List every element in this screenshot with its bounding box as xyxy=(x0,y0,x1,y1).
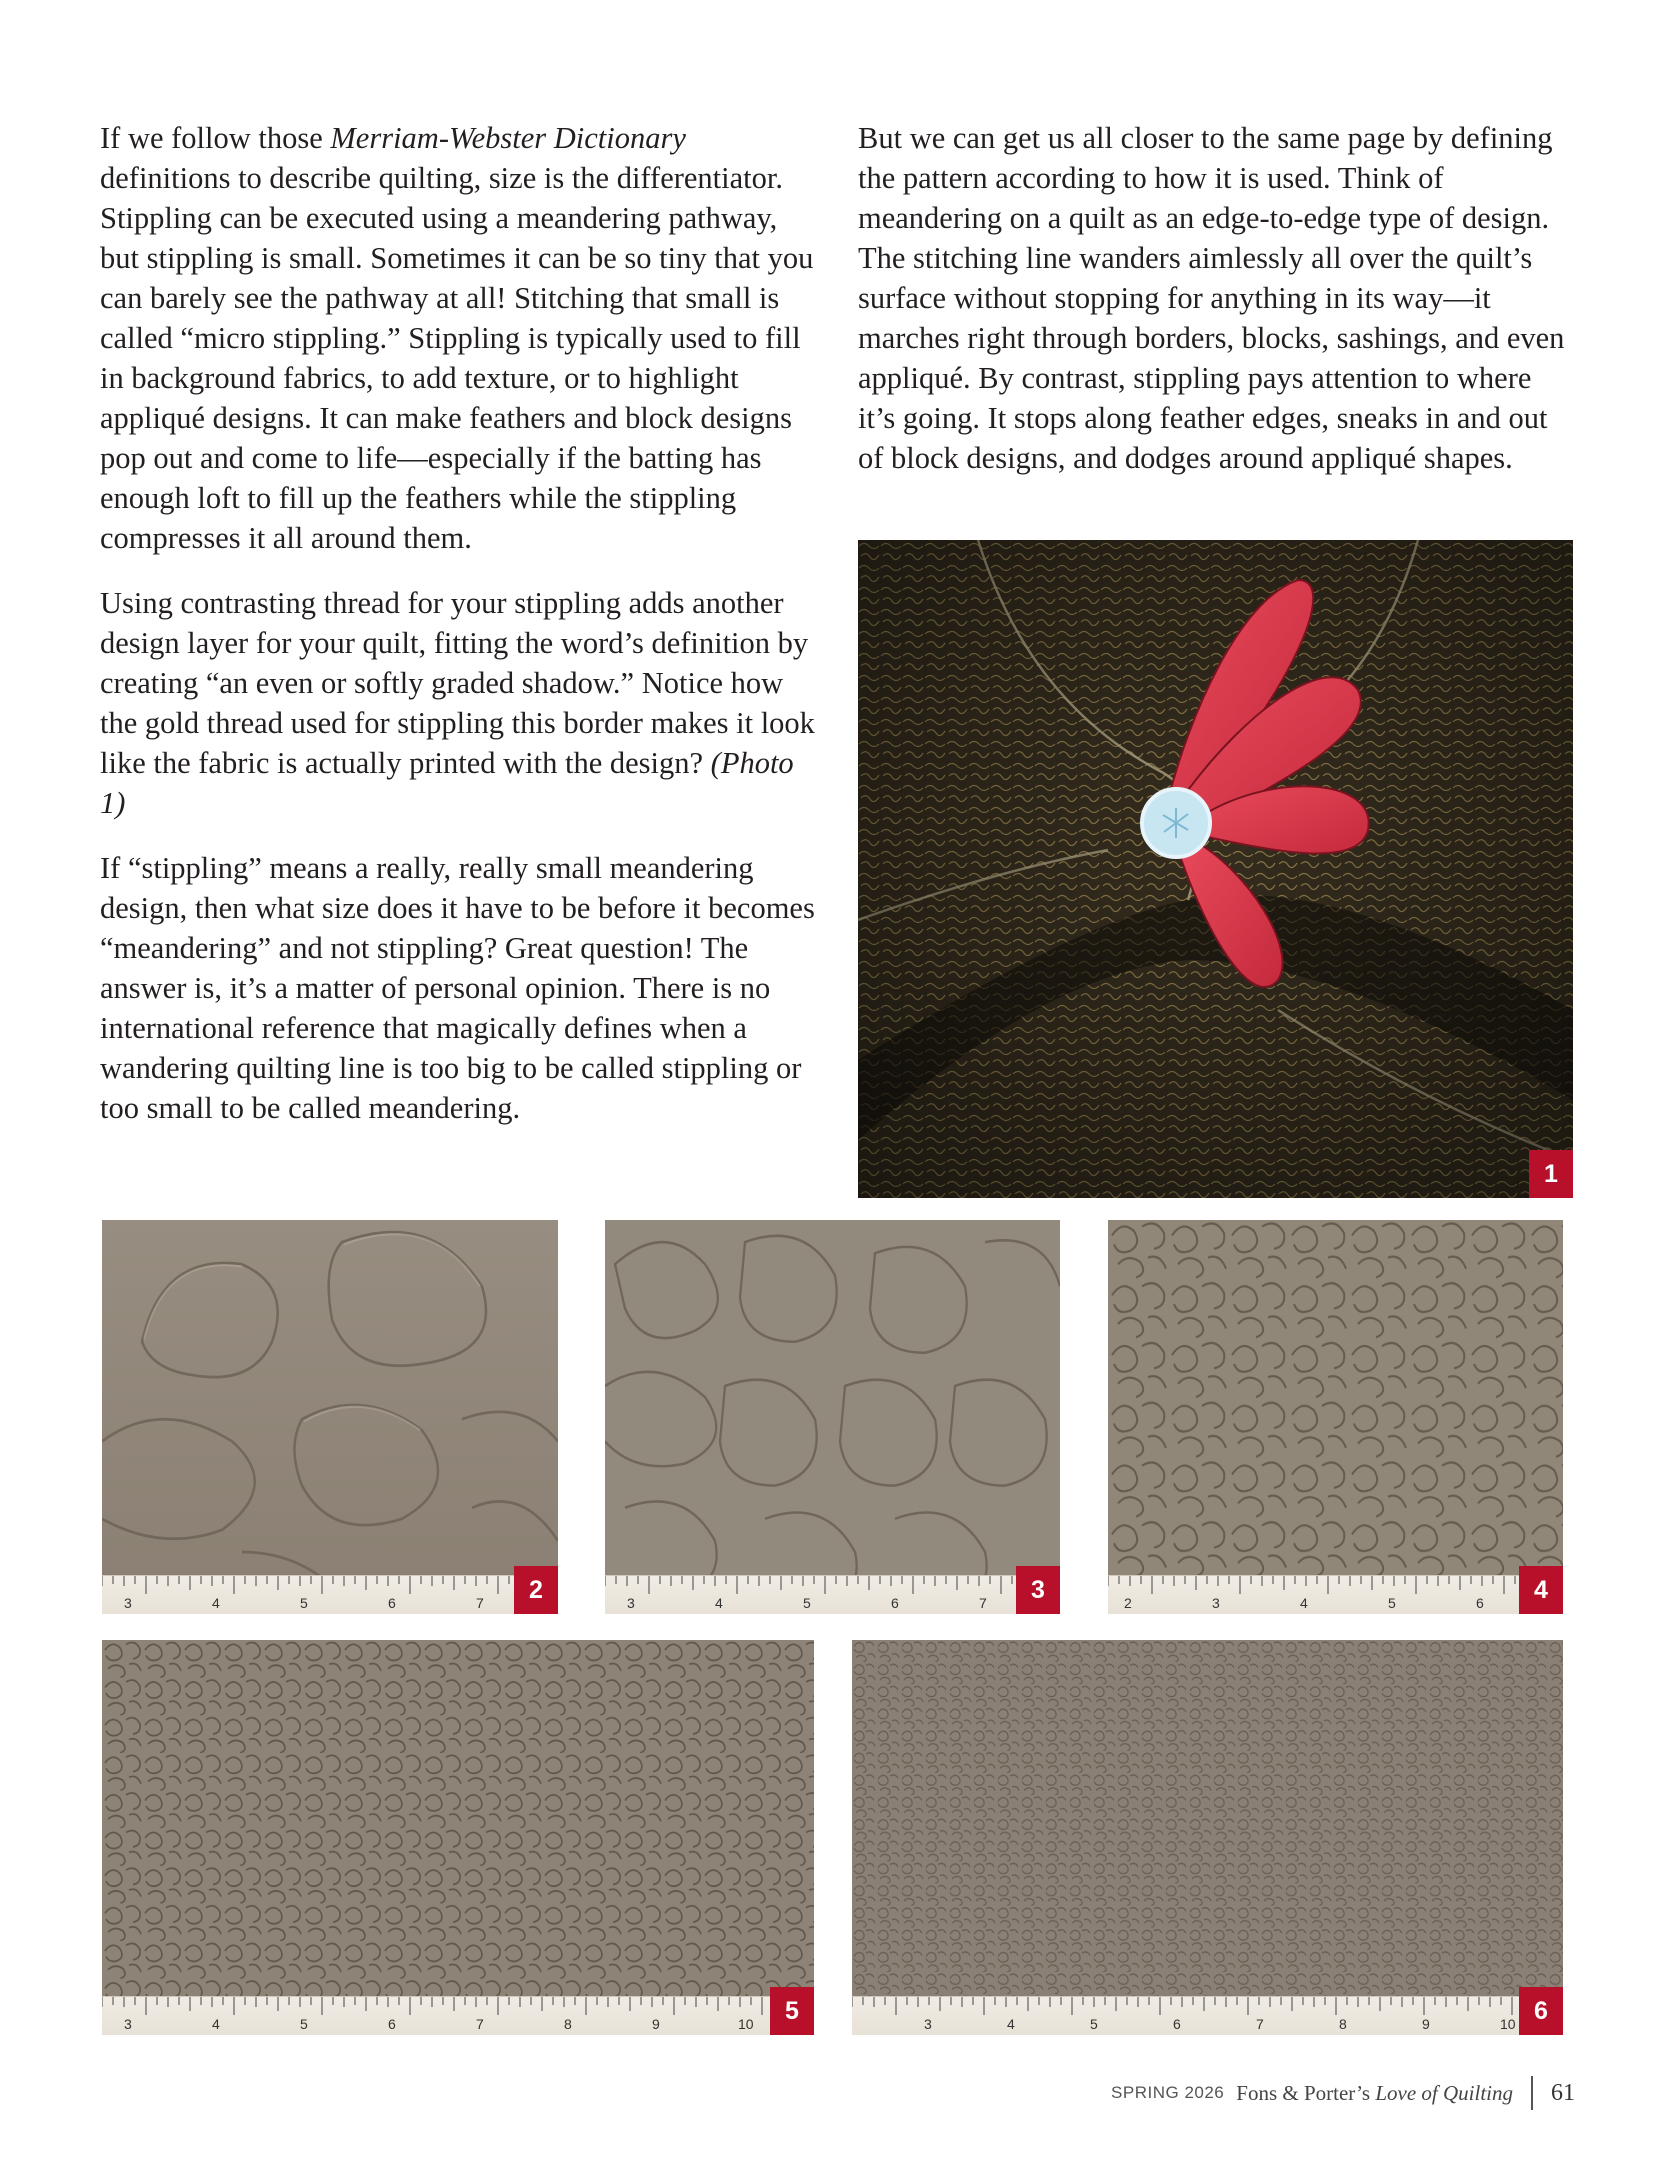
photo-4-ruler xyxy=(1108,1575,1563,1614)
issue-date: SPRING 2026 xyxy=(1111,2083,1225,2102)
photo-2-ruler xyxy=(102,1575,558,1614)
ruler-label: 7 xyxy=(1256,2016,1264,2032)
photo-2-number-badge: 2 xyxy=(514,1566,558,1614)
ruler-label: 4 xyxy=(1007,2016,1015,2032)
ruler-label: 10 xyxy=(738,2016,754,2032)
photo-6-ruler-ticks xyxy=(852,1997,1563,2035)
ruler-label: 6 xyxy=(388,1595,396,1611)
photo-3 xyxy=(605,1220,1060,1614)
paragraph-2: Using contrasting thread for your stippling adds another design layer for your quilt, fitting the word’s definition by creating “an even or softly graded shadow.” Notice how the gold thread used for stippling this border makes it look like the fabric is actually printed with the design? (Photo 1) xyxy=(100,586,815,820)
ruler-label: 3 xyxy=(124,2016,132,2032)
ruler-label: 3 xyxy=(627,1595,635,1611)
ruler-label: 9 xyxy=(1422,2016,1430,2032)
photo-4-image xyxy=(1108,1220,1563,1614)
ruler-label: 5 xyxy=(1090,2016,1098,2032)
paragraph-1: If we follow those Merriam-Webster Dictionary definitions to describe quilting, size is the differentiator. Stippling can be executed using a meandering pathway, but stippling is small. Sometimes it can be so tiny that you can barely see the pathway at all! Stitching that small is called “micro stippling.” Stippling is typically used to fill in background fabrics, to add texture, or to highlight appliqué designs. It can make feathers and block designs pop out and come to life—especially if the batting has enough loft to fill up the feathers while the stippling compresses it all around them. xyxy=(100,121,814,555)
ruler-label: 5 xyxy=(300,1595,308,1611)
photo-3-number-badge: 3 xyxy=(1016,1566,1060,1614)
photo-6-number-badge: 6 xyxy=(1519,1987,1563,2035)
left-column xyxy=(100,118,815,1153)
photo-1-image xyxy=(858,540,1573,1198)
ruler-label: 10 xyxy=(1500,2016,1516,2032)
photo-1-number-badge: 1 xyxy=(1529,1150,1573,1198)
photo-2-image xyxy=(102,1220,558,1614)
photo-6-image xyxy=(852,1640,1563,2035)
photo-6-ruler xyxy=(852,1996,1563,2035)
photo-5-number-badge: 5 xyxy=(770,1987,814,2035)
photo-1 xyxy=(858,540,1573,1198)
magazine-title: Fons & Porter’s Love of Quilting xyxy=(1236,2080,1513,2105)
photo-2 xyxy=(102,1220,558,1614)
photo-4-ruler-ticks xyxy=(1108,1576,1563,1614)
ruler-label: 6 xyxy=(388,2016,396,2032)
ruler-label: 7 xyxy=(476,2016,484,2032)
photo-3-ruler xyxy=(605,1575,1060,1614)
ruler-label: 4 xyxy=(212,1595,220,1611)
ruler-label: 8 xyxy=(564,2016,572,2032)
ruler-label: 7 xyxy=(476,1595,484,1611)
ruler-label: 4 xyxy=(212,2016,220,2032)
ruler-label: 6 xyxy=(1173,2016,1181,2032)
photo-5-image xyxy=(102,1640,814,2035)
photo-3-ruler-ticks xyxy=(605,1576,1060,1614)
photo-3-image xyxy=(605,1220,1060,1614)
photo-4-number-badge: 4 xyxy=(1519,1566,1563,1614)
ruler-label: 9 xyxy=(652,2016,660,2032)
paragraph-4: But we can get us all closer to the same page by defining the pattern according to how it is used. Think of meandering on a quilt as an edge-to-edge type of design. The stitching line wanders aimlessly all over the quilt’s surface without stopping for anything in its way—it marches right through borders, blocks, sashings, and even appliqué. By contrast, stippling pays attention to where it’s going. It stops along feather edges, sneaks in and out of block designs, and dodges around appliqué shapes. xyxy=(858,121,1565,475)
ruler-label: 4 xyxy=(1300,1595,1308,1611)
photo-4 xyxy=(1108,1220,1563,1614)
ruler-label: 8 xyxy=(1339,2016,1347,2032)
page-footer xyxy=(1111,2075,1575,2111)
photo-6 xyxy=(852,1640,1563,2035)
ruler-label: 3 xyxy=(124,1595,132,1611)
ruler-label: 6 xyxy=(1476,1595,1484,1611)
photo-5 xyxy=(102,1640,814,2035)
right-column xyxy=(858,118,1573,503)
paragraph-3: If “stippling” means a really, really small meandering design, then what size does it have to be before it becomes “meandering” and not stippling? Great question! The answer is, it’s a matter of personal opinion. There is no international reference that magically defines when a wandering quilting line is too big to be called stippling or too small to be called meandering. xyxy=(100,851,815,1125)
ruler-label: 4 xyxy=(715,1595,723,1611)
footer-divider xyxy=(1531,2076,1533,2110)
photo-5-ruler-ticks xyxy=(102,1997,814,2035)
ruler-label: 2 xyxy=(1124,1595,1132,1611)
ruler-label: 3 xyxy=(924,2016,932,2032)
ruler-label: 5 xyxy=(1388,1595,1396,1611)
ruler-label: 3 xyxy=(1212,1595,1220,1611)
ruler-label: 5 xyxy=(300,2016,308,2032)
ruler-label: 6 xyxy=(891,1595,899,1611)
ruler-label: 7 xyxy=(979,1595,987,1611)
ruler-label: 5 xyxy=(803,1595,811,1611)
page-number: 61 xyxy=(1551,2079,1575,2106)
photo-5-ruler xyxy=(102,1996,814,2035)
photo-2-ruler-ticks xyxy=(102,1576,558,1614)
